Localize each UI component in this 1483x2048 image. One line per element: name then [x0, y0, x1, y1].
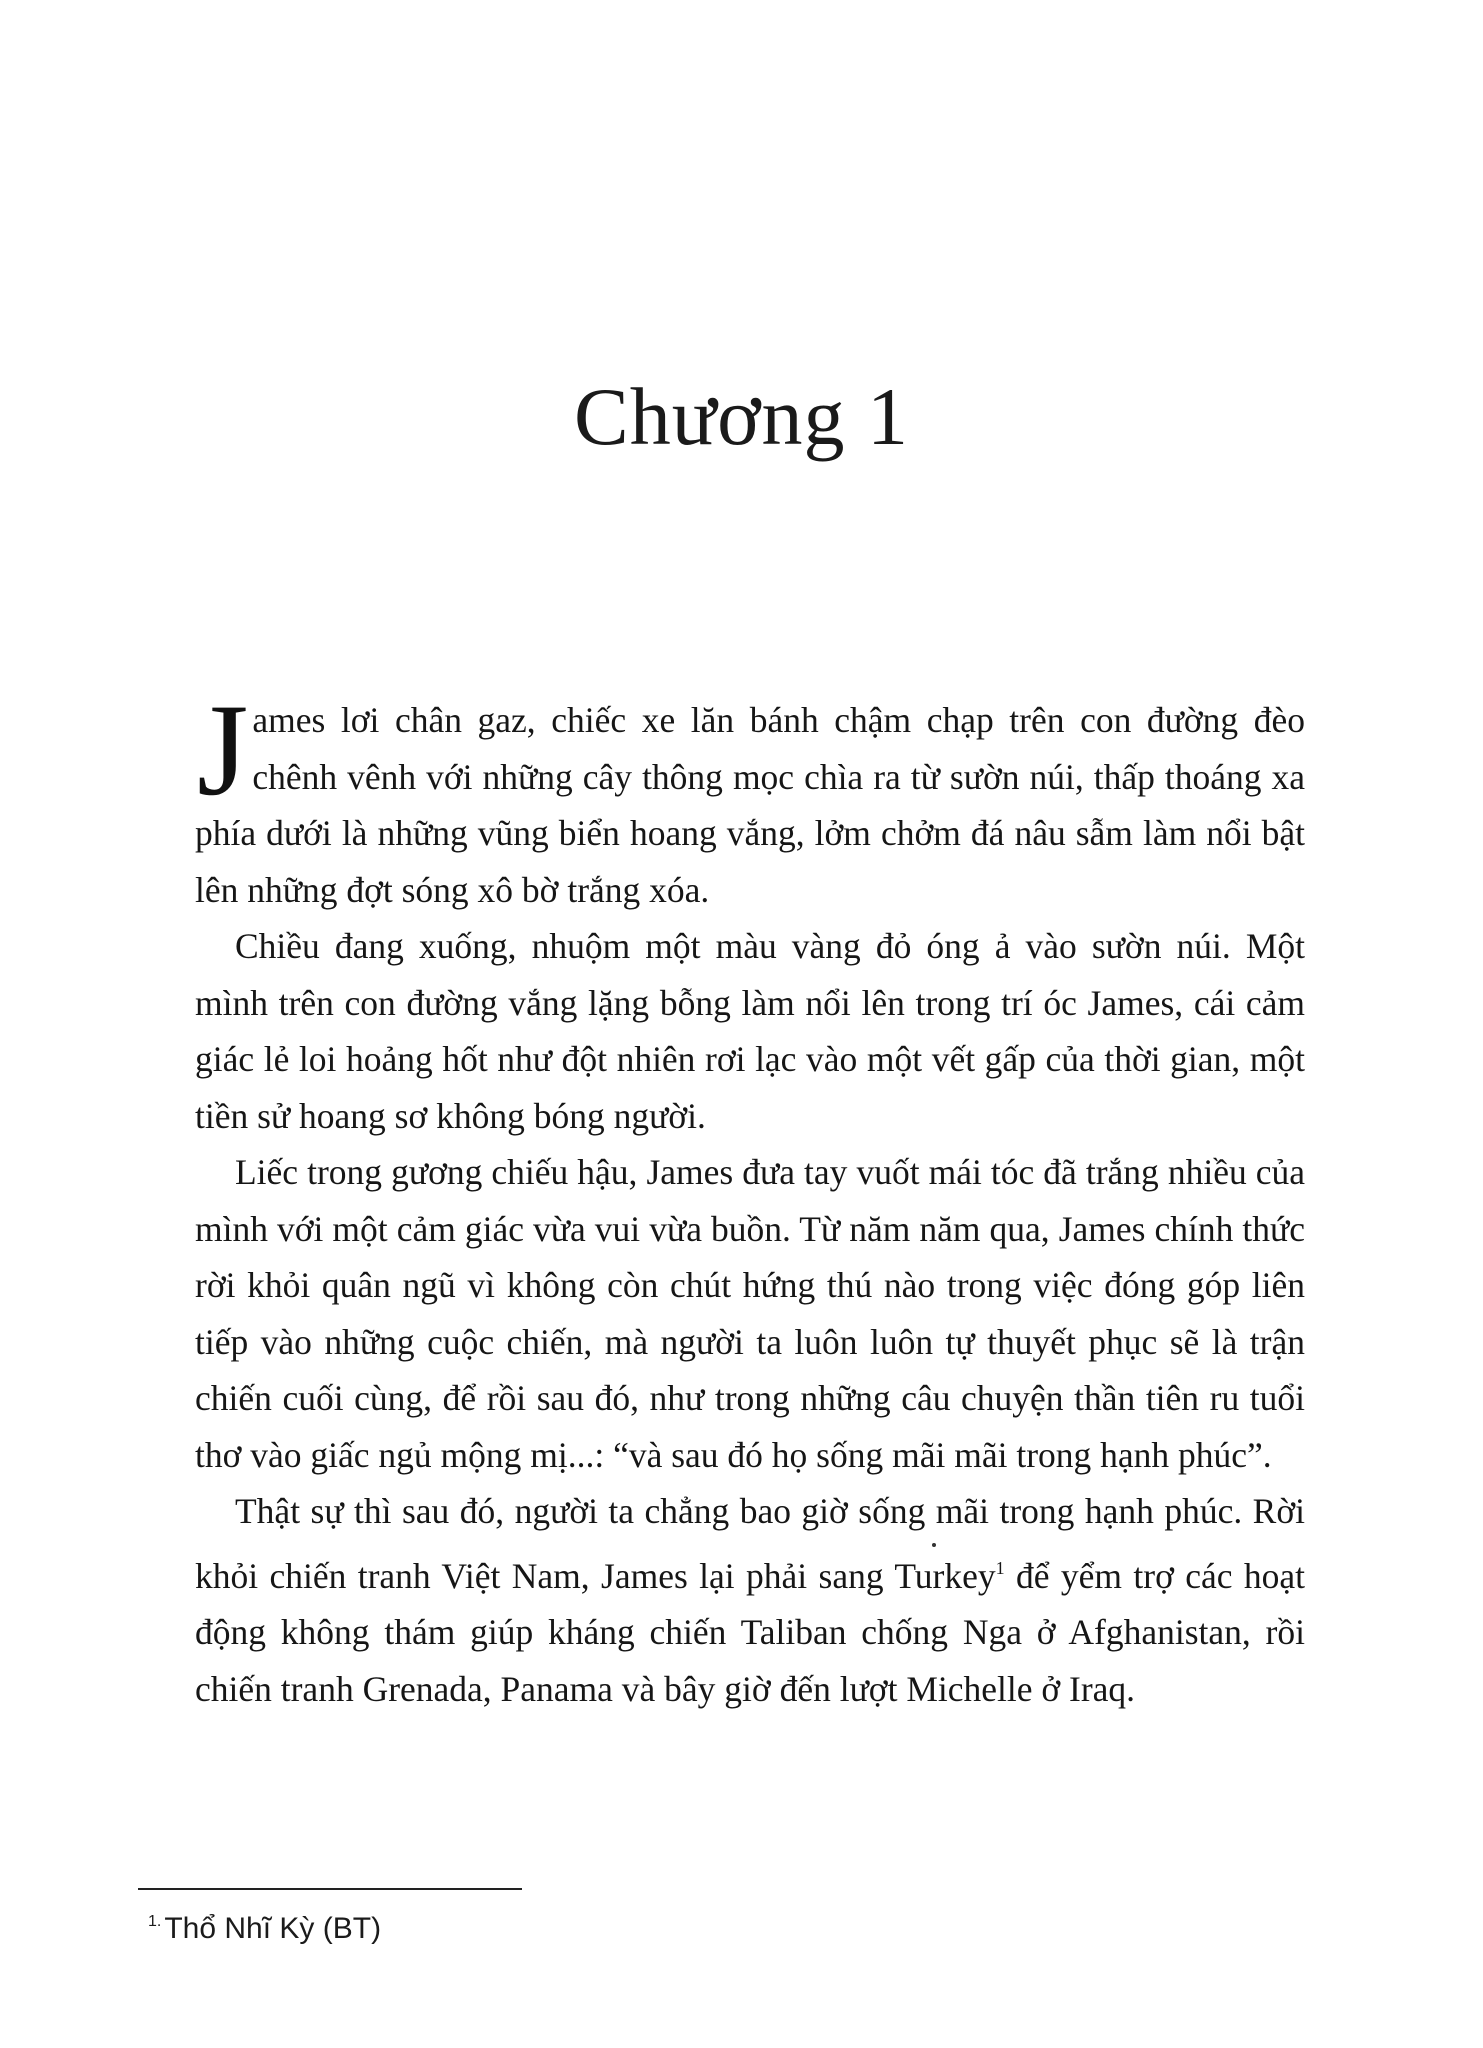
footnote-marker: 1.: [148, 1913, 162, 1930]
paragraph-4-text-b: để yểm trợ các hoạt động không thám giúp kháng chiến Taliban chống Nga ở Afghanistan, rồi chiến tranh Grenada, Panama và bây giờ đến lượt Michelle ở Iraq.: [195, 1555, 1305, 1709]
footnote-text: Thổ Nhĩ Kỳ (BT): [164, 1912, 382, 1945]
paragraph-4: [195, 1483, 1305, 1717]
stray-dot: [932, 1543, 936, 1547]
footnote: [148, 1902, 381, 1949]
footnote-reference: 1: [995, 1557, 1005, 1578]
drop-cap: J: [197, 676, 249, 823]
paragraph-1: [195, 676, 1305, 918]
paragraph-1-line-1: ames lơi chân gaz, chiếc xe lăn bánh chậm chạp trên con đường: [252, 700, 1239, 740]
footnote-divider: [138, 1888, 522, 1890]
paragraph-1-line-3: thấp thoáng xa phía dưới là những vũng biển hoang vắng, lởm chởm đá: [195, 756, 1305, 853]
paragraph-1-line-4: nâu sẫm làm nổi bật lên những đợt sóng xô bờ trắng xóa.: [195, 813, 1305, 910]
paragraph-2: Chiều đang xuống, nhuộm một màu vàng đỏ óng ả vào sườn núi. Một mình trên con đường vắng lặng bỗng làm nổi lên trong trí óc James, cái cảm giác lẻ loi hoảng hốt như đột nhiên rơi lạc vào một vết gấp của thời gian, một tiền sử hoang sơ không bóng người.: [195, 926, 1305, 1136]
paragraph-4-text-a: Thật sự thì sau đó, người ta chẳng bao giờ sống mãi trong hạnh phúc. Rời khỏi chiến tranh Việt Nam, James lại phải sang Turkey: [195, 1491, 1305, 1596]
chapter-body: [195, 676, 1305, 1717]
paragraph-3: Liếc trong gương chiếu hậu, James đưa tay vuốt mái tóc đã trắng nhiều của mình với một cảm giác vừa vui vừa buồn. Từ năm năm qua, James chính thức rời khỏi quân ngũ vì không còn chút hứng thú nào trong việc đóng góp liên tiếp vào những cuộc chiến, mà người ta luôn luôn tự thuyết phục sẽ là trận chiến cuối cùng, để rồi sau đó, như trong những câu chuyện thần tiên ru tuổi thơ vào giấc ngủ mộng mị...: “và sau đó họ sống mãi mãi trong hạnh phúc”.: [195, 1152, 1305, 1475]
chapter-title: Chương 1: [574, 371, 909, 462]
paragraph-1-line-2: đèo chênh vênh với những cây thông mọc chìa ra từ sườn núi,: [252, 700, 1305, 797]
